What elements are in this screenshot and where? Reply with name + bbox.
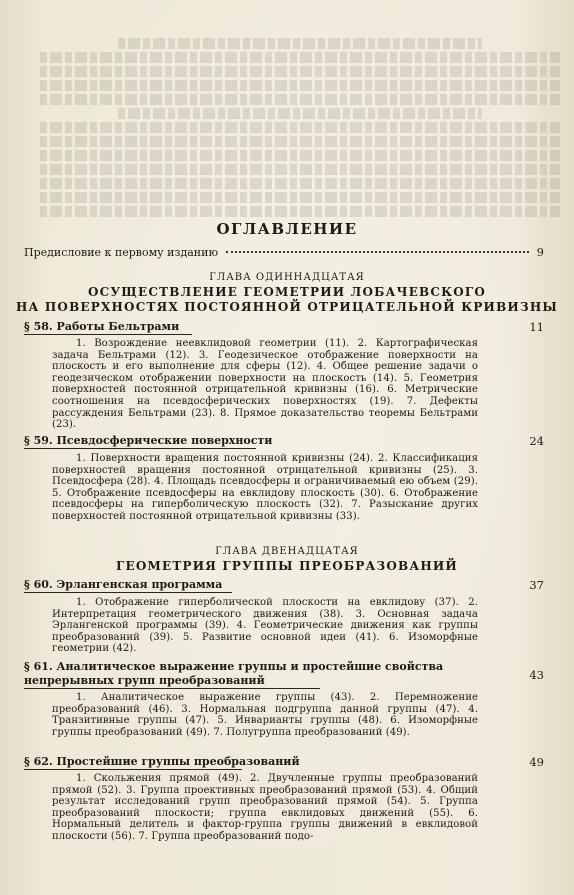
section-contents: 1. Скольжения прямой (49). 2. Двучленные группы преобразований прямой (52). 3. Группа проективных преобразований прямой (53). 4. Общий результат исследований групп преобразований прямой (54). 5. Группа преобразований плоскости; группа евклидовых движений (55). 6. Нормальный делитель и фактор-группа группы движений в евклидовой плоскости (56). 7. Группа преобразований подо- — [52, 773, 478, 842]
section-heading[interactable]: § 60. Эрлангенская программа — [24, 578, 223, 591]
chapter-title-line1: ГЕОМЕТРИЯ ГРУППЫ ПРЕОБРАЗОВАНИЙ — [116, 559, 458, 573]
section-rule — [24, 592, 232, 593]
section-page-number: 37 — [529, 578, 544, 592]
preface-entry[interactable] — [24, 245, 544, 261]
section-heading[interactable]: § 61. Аналитическое выражение группы и простейшие свойства непрерывных групп преобразований — [24, 660, 444, 687]
section-page-number: 24 — [529, 434, 544, 448]
section-heading[interactable]: § 62. Простейшие группы преобразований — [24, 755, 300, 768]
section-rule — [24, 688, 320, 689]
section-rule — [24, 334, 192, 335]
section-contents: 1. Возрождение неевклидовой геометрии (11). 2. Картографическая задача Бельтрами (12). 3. Геодезическое отображение поверхности на плоскость и его выполнение для сферы (12). 4. Общее решение задачи о геодезическом отображении поверхности на плоскость (14). 5. Геометрия поверхностей постоянной отрицательной кривизны (16). 6. Метрические соотношения на псевдосферических поверхностях (19). 7. Дефекты рассуждения Бельтрами (23). 8. Прямое доказательство теоремы Бельтрами (23). — [52, 338, 478, 431]
section-heading[interactable]: § 59. Псевдосферические поверхности — [24, 434, 273, 447]
page-title: ОГЛАВЛЕНИЕ — [216, 220, 358, 238]
chapter-title-line2: НА ПОВЕРХНОСТЯХ ПОСТОЯННОЙ ОТРИЦАТЕЛЬНОЙ КРИВИЗНЫ — [16, 300, 558, 314]
section-contents: 1. Аналитическое выражение группы (43). 2. Перемножение преобразований (46). 3. Нормальная подгруппа данной группы (47). 4. Транзитивные группы (47). 5. Инварианты группы (48). 6. Изоморфные группы преобразований (49). 7. Полугруппа преобразований (49). — [52, 692, 478, 738]
section-page-number: 49 — [529, 755, 544, 769]
bleed-through-text — [40, 38, 560, 233]
chapter-label: ГЛАВА ДВЕНАДЦАТАЯ — [215, 546, 359, 557]
section-contents: 1. Отображение гиперболической плоскости на евклидову (37). 2. Интерпретация геометрического движения (38). 3. Основная задача Эрлангенской программы (39). 4. Геометрические движения как группы преобразований (39). 5. Развитие основной идеи (41). 6. Изоморфные геометрии (42). — [52, 597, 478, 655]
chapter-label: ГЛАВА ОДИННАДЦАТАЯ — [209, 272, 365, 283]
section-contents: 1. Поверхности вращения постоянной кривизны (24). 2. Классификация поверхностей вращения постоянной отрицательной кривизны (25). 3. Псевдосфера (28). 4. Площадь псевдосферы и ограничиваемый ею объем (29). 5. Отображение псевдосферы на евклидову плоскость (30). 6. Отображение псевдосферы на гиперболическую плоскость (32). 7. Разыскание других поверхностей постоянной отрицательной кривизны (33). — [52, 453, 478, 522]
section-page-number: 11 — [529, 320, 544, 334]
preface-page-number: 9 — [536, 245, 544, 259]
section-page-number: 43 — [529, 668, 544, 682]
leader-dots — [226, 251, 529, 253]
chapter-title-line1: ОСУЩЕСТВЛЕНИЕ ГЕОМЕТРИИ ЛОБАЧЕВСКОГО — [87, 285, 487, 299]
section-rule — [24, 448, 256, 449]
section-rule — [24, 769, 242, 770]
section-heading[interactable]: § 58. Работы Бельтрами — [24, 320, 180, 333]
preface-label: Предисловие к первому изданию — [24, 246, 219, 259]
